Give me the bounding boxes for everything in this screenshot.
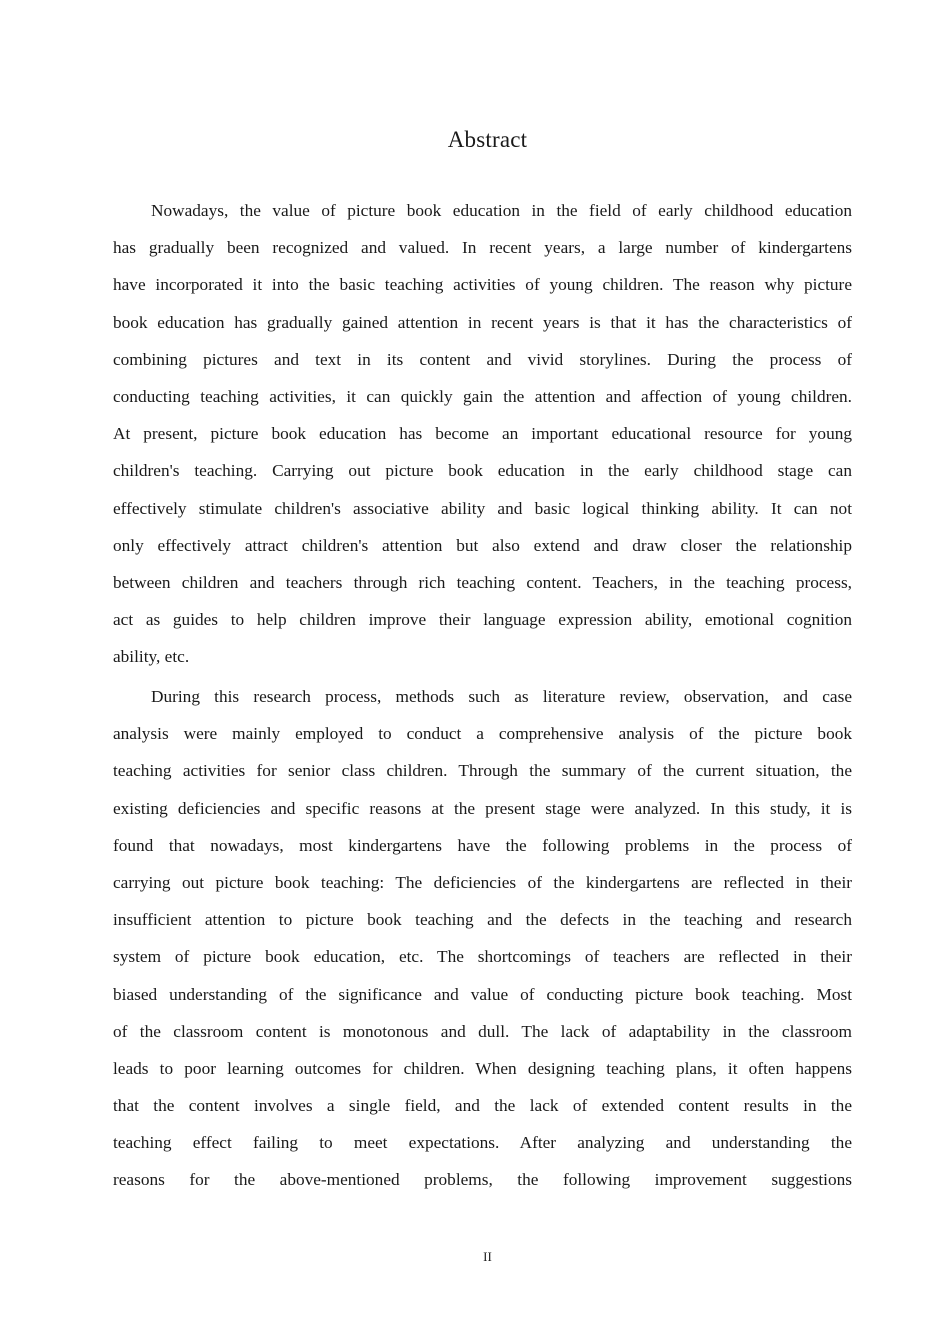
text-line: existing deficiencies and specific reasons at the present stage were analyzed. In this study, it is xyxy=(113,798,852,818)
text-line: has gradually been recognized and valued. In recent years, a large number of kindergartens xyxy=(113,238,852,258)
text-line: leads to poor learning outcomes for children. When designing teaching plans, it often happens xyxy=(113,1058,852,1078)
text-line: teaching effect failing to meet expectations. After analyzing and understanding the xyxy=(113,1133,852,1153)
text-line: biased understanding of the significance and value of conducting picture book teaching. Most xyxy=(113,984,852,1004)
text-line: teaching activities for senior class children. Through the summary of the current situation, the xyxy=(113,761,852,781)
text-line: effectively stimulate children's associative ability and basic logical thinking ability. It can not xyxy=(113,498,852,518)
abstract-paragraph-2 xyxy=(113,678,852,1199)
abstract-paragraph-1 xyxy=(113,192,852,675)
text-line: insufficient attention to picture book teaching and the defects in the teaching and research xyxy=(113,910,852,930)
text-line: During this research process, methods such as literature review, observation, and case xyxy=(151,687,852,706)
text-line: found that nowadays, most kindergartens have the following problems in the process of xyxy=(113,835,852,855)
abstract-title: Abstract xyxy=(447,127,528,152)
text-line: conducting teaching activities, it can quickly gain the attention and affection of young children. xyxy=(113,386,852,406)
text-line: only effectively attract children's attention but also extend and draw closer the relationship xyxy=(113,535,852,555)
text-line: reasons for the above-mentioned problems, the following improvement suggestions xyxy=(113,1170,852,1190)
text-line: children's teaching. Carrying out picture book education in the early childhood stage can xyxy=(113,461,852,481)
text-line: At present, picture book education has become an important educational resource for young xyxy=(113,424,852,444)
text-line: combining pictures and text in its content and vivid storylines. During the process of xyxy=(113,349,852,369)
text-line: carrying out picture book teaching: The deficiencies of the kindergartens are reflected in their xyxy=(113,872,852,892)
page-number: II xyxy=(483,1249,492,1264)
text-line: analysis were mainly employed to conduct a comprehensive analysis of the picture book xyxy=(113,724,852,744)
text-line: ability, etc. xyxy=(113,647,190,667)
text-line: book education has gradually gained attention in recent years is that it has the characteristics of xyxy=(113,312,852,332)
text-line: between children and teachers through rich teaching content. Teachers, in the teaching process, xyxy=(113,572,852,592)
text-line: act as guides to help children improve their language expression ability, emotional cognition xyxy=(113,610,852,630)
text-line: have incorporated it into the basic teaching activities of young children. The reason why picture xyxy=(113,275,852,295)
text-line: of the classroom content is monotonous and dull. The lack of adaptability in the classroom xyxy=(113,1021,852,1041)
text-line: that the content involves a single field, and the lack of extended content results in the xyxy=(113,1096,852,1116)
text-line: system of picture book education, etc. The shortcomings of teachers are reflected in their xyxy=(113,947,852,967)
text-line: Nowadays, the value of picture book education in the field of early childhood education xyxy=(151,201,852,220)
